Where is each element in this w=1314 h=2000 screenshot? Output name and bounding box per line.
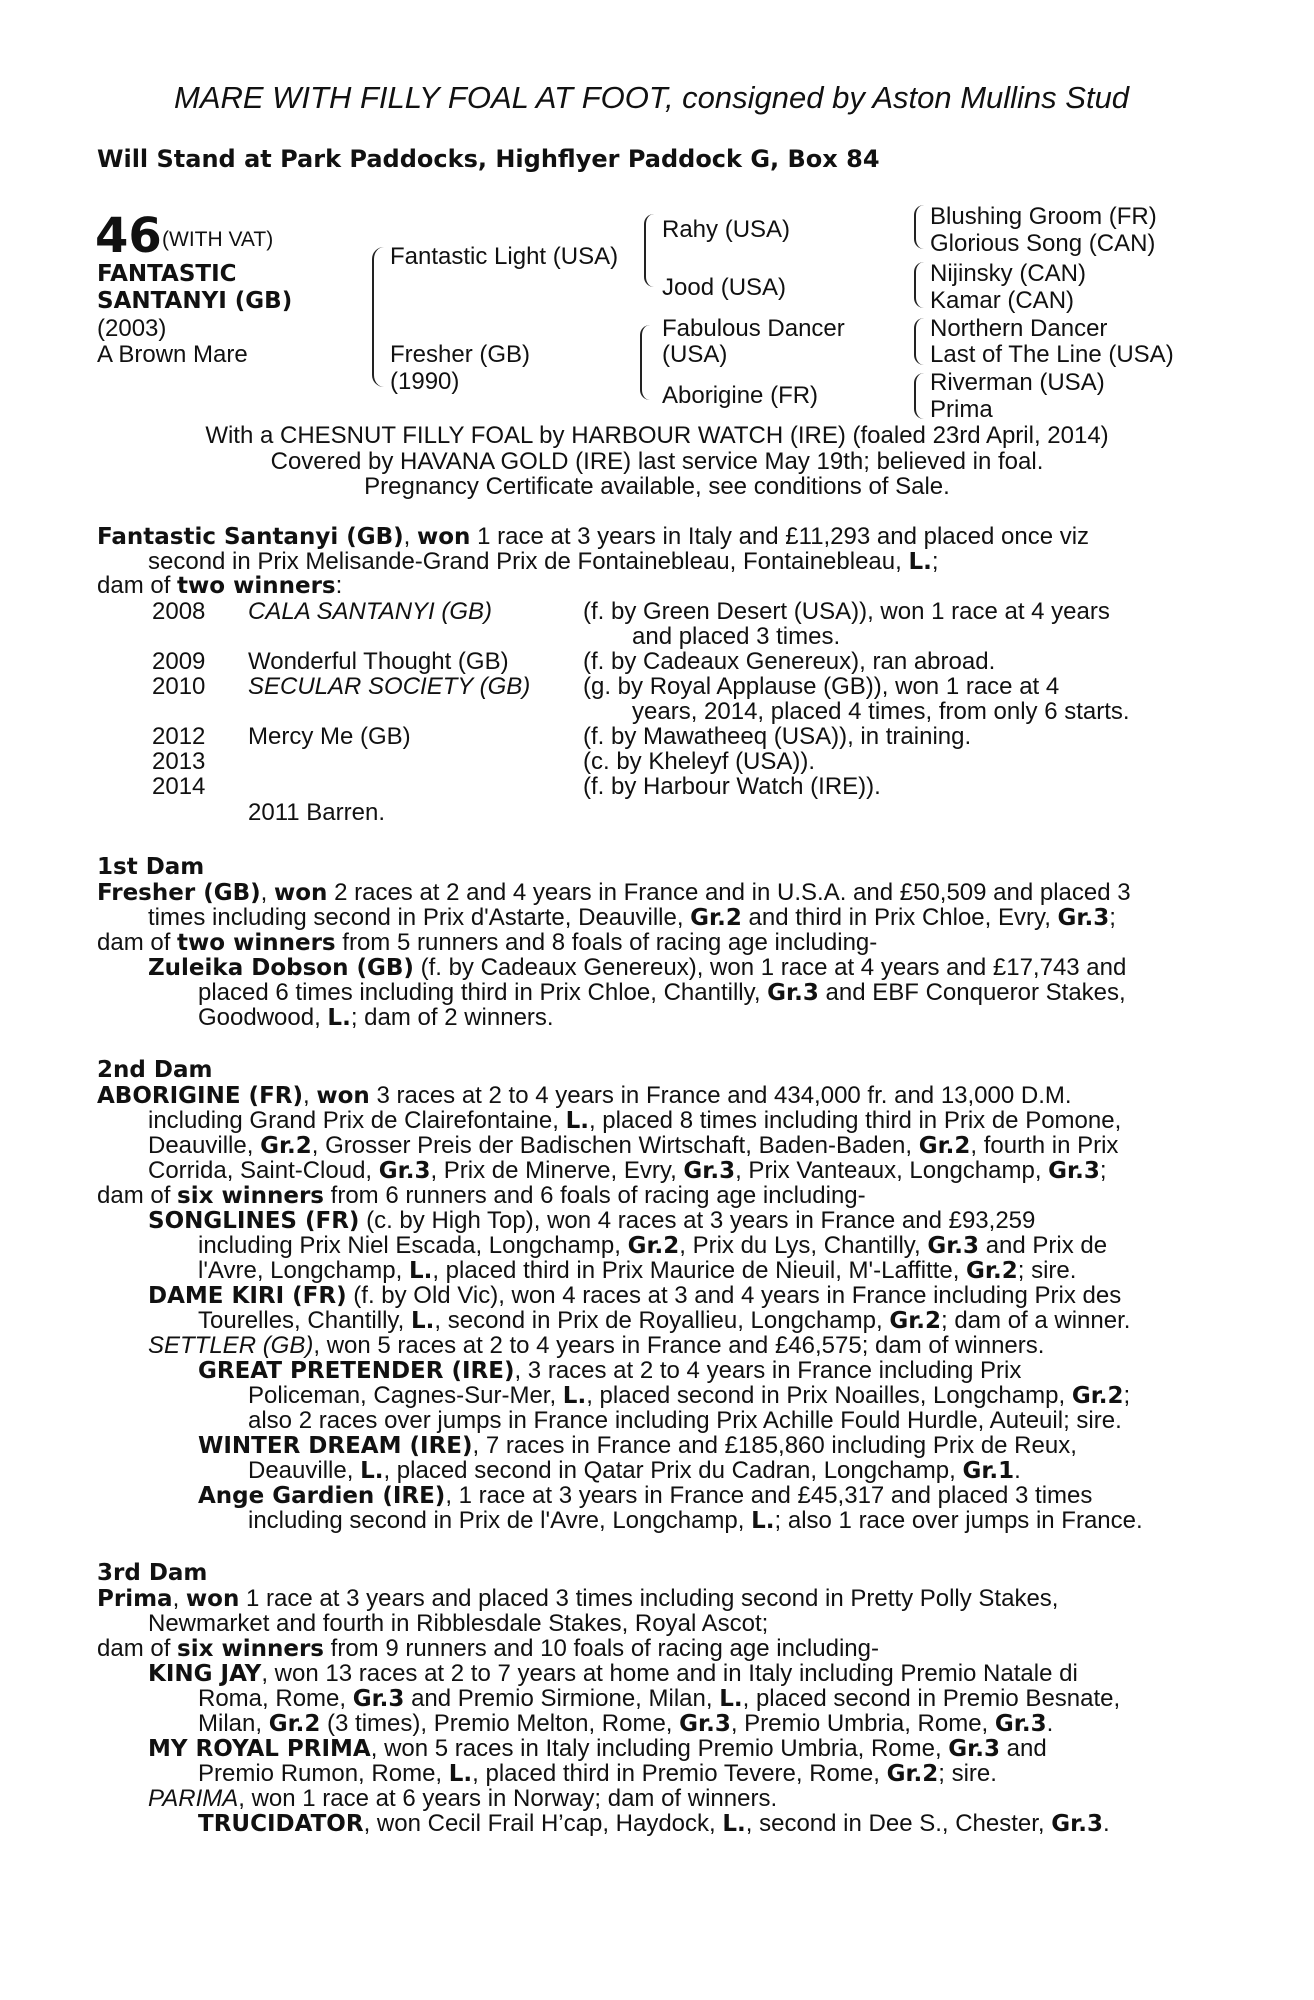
second-dam-line13: Policeman, Cagnes-Sur-Mer, L., placed second in Prix Noailles, Longchamp, Gr.2; [248, 1382, 1131, 1409]
second-dam-line15: WINTER DREAM (IRE), 7 races in France and £185,860 including Prix de Reux, [198, 1432, 1077, 1459]
third-dam-line6: Milan, Gr.2 (3 times), Premio Melton, Rome, Gr.3, Premio Umbria, Rome, Gr.3. [198, 1710, 1054, 1737]
second-dam-line11: SETTLER (GB), won 5 races at 2 to 4 years in France and £46,575; dam of winners. [148, 1332, 1045, 1359]
second-dam-line9: DAME KIRI (FR) (f. by Old Vic), won 4 races at 3 and 4 years in France including Prix des [148, 1282, 1122, 1309]
second-dam-line14: also 2 races over jumps in France including Prix Achille Fould Hurdle, Auteuil; sire. [248, 1407, 1122, 1434]
foal-note-line1: With a CHESNUT FILLY FOAL by HARBOUR WATCH (IRE) (foaled 23rd April, 2014) [205, 422, 1109, 449]
third-dam-line2: Newmarket and fourth in Ribblesdale Stakes, Royal Ascot; [148, 1610, 769, 1637]
pedigree-sire-sire: Rahy (USA) [662, 216, 791, 243]
first-dam-line5: placed 6 times including third in Prix Chloe, Chantilly, Gr.3 and EBF Conqueror Stakes, [198, 979, 1126, 1006]
foal-note-line3: Pregnancy Certificate available, see conditions of Sale. [364, 473, 950, 500]
third-dam-line4: KING JAY, won 13 races at 2 to 7 years at home and in Italy including Premio Natale di [148, 1660, 1078, 1687]
second-dam-line18: including second in Prix de l'Avre, Longchamp, L.; also 1 race over jumps in France. [248, 1507, 1143, 1534]
pedigree-brace-main [372, 247, 384, 387]
vat-note: (WITH VAT) [162, 228, 274, 251]
first-dam-line4: Zuleika Dobson (GB) (f. by Cadeaux Genereux), won 1 race at 4 years and £17,743 and [148, 954, 1127, 981]
second-dam-line4: Corrida, Saint-Cloud, Gr.3, Prix de Minerve, Evry, Gr.3, Prix Vanteaux, Longchamp, Gr.3; [148, 1157, 1107, 1184]
third-dam-line9: PARIMA, won 1 race at 6 years in Norway; dam of winners. [148, 1785, 778, 1812]
third-dam-heading: 3rd Dam [97, 1560, 208, 1586]
pedigree-sss: Blushing Groom (FR) [930, 203, 1157, 230]
second-dam-line1: ABORIGINE (FR), won 3 races at 2 to 4 years in France and 434,000 fr. and 13,000 D.M. [97, 1082, 1072, 1109]
foal-note-line2: Covered by HAVANA GOLD (IRE) last service May 19th; believed in foal. [270, 448, 1044, 475]
pedigree-ddd: Prima [930, 396, 993, 423]
second-dam-line2: including Grand Prix de Clairefontaine, L., placed 8 times including third in Prix de Pomone, [148, 1107, 1122, 1134]
lot-description: A Brown Mare [97, 341, 248, 368]
pedigree-brace-dd [914, 373, 924, 419]
second-dam-line16: Deauville, L., placed second in Qatar Prix du Cadran, Longchamp, Gr.1. [248, 1457, 1021, 1484]
produce-row: 2009 Wonderful Thought (GB) (f. by Cadeaux Genereux), ran abroad. [152, 648, 996, 675]
pedigree-ssd: Glorious Song (CAN) [930, 230, 1156, 257]
first-dam-line1: Fresher (GB), won 2 races at 2 and 4 years in France and in U.S.A. and £50,509 and placed 3 [97, 879, 1131, 906]
produce-dam-of: dam of two winners: [97, 572, 343, 599]
pedigree-sdd: Kamar (CAN) [930, 287, 1075, 314]
third-dam-line7: MY ROYAL PRIMA, won 5 races in Italy including Premio Umbria, Rome, Gr.3 and [148, 1735, 1047, 1762]
pedigree-brace-ss [914, 205, 924, 249]
pedigree-dss: Northern Dancer [930, 315, 1108, 342]
lot-year: (2003) [97, 315, 167, 342]
pedigree-dam-year: (1990) [390, 368, 460, 395]
third-dam-line1: Prima, won 1 race at 3 years and placed 3 times including second in Pretty Polly Stakes, [97, 1585, 1059, 1612]
second-dam-line3: Deauville, Gr.2, Grosser Preis der Badischen Wirtschaft, Baden-Baden, Gr.2, fourth in Prix [148, 1132, 1119, 1159]
pedigree-sire-dam: Jood (USA) [662, 274, 787, 301]
third-dam-line3: dam of six winners from 9 runners and 10 foals of racing age including- [97, 1635, 879, 1662]
second-dam-heading: 2nd Dam [97, 1057, 213, 1083]
pedigree-dds: Riverman (USA) [930, 369, 1105, 396]
produce-row-cont: years, 2014, placed 4 times, from only 6 starts. [632, 698, 1130, 725]
pedigree-dsd: Last of The Line (USA) [930, 341, 1174, 368]
third-dam-line5: Roma, Rome, Gr.3 and Premio Sirmione, Milan, L., placed second in Premio Besnate, [198, 1685, 1121, 1712]
first-dam-line3: dam of two winners from 5 runners and 8 foals of racing age including- [97, 929, 878, 956]
produce-row: 2014 (f. by Harbour Watch (IRE)). [152, 773, 881, 800]
second-dam-line7: including Prix Niel Escada, Longchamp, Gr.2, Prix du Lys, Chantilly, Gr.3 and Prix de [198, 1232, 1108, 1259]
pedigree-brace-sire [644, 214, 654, 287]
pedigree-dam-sire-line1: Fabulous Dancer [662, 315, 845, 342]
produce-row: 2010 SECULAR SOCIETY (GB) (g. by Royal Applause (GB)), won 1 race at 4 [152, 673, 1060, 700]
second-dam-line6: SONGLINES (FR) (c. by High Top), won 4 races at 3 years in France and £93,259 [148, 1207, 1036, 1234]
pedigree-sire: Fantastic Light (USA) [390, 243, 619, 270]
second-dam-line10: Tourelles, Chantilly, L., second in Prix de Royallieu, Longchamp, Gr.2; dam of a winner. [198, 1307, 1131, 1334]
pedigree-dam-dam: Aborigine (FR) [662, 382, 819, 409]
pedigree-brace-ds [914, 318, 924, 365]
consignment-heading: MARE WITH FILLY FOAL AT FOOT, consigned by Aston Mullins Stud [174, 80, 1130, 115]
stand-location: Will Stand at Park Paddocks, Highflyer Paddock G, Box 84 [97, 145, 880, 173]
third-dam-line8: Premio Rumon, Rome, L., placed third in Premio Tevere, Rome, Gr.2; sire. [198, 1760, 997, 1787]
lot-name-line1: FANTASTIC [97, 261, 237, 287]
produce-row: 2013 (c. by Kheleyf (USA)). [152, 748, 816, 775]
pedigree-dam: Fresher (GB) [390, 341, 531, 368]
produce-intro-line1: Fantastic Santanyi (GB), won 1 race at 3 years in Italy and £11,293 and placed once viz [97, 523, 1090, 550]
first-dam-line2: times including second in Prix d'Astarte, Deauville, Gr.2 and third in Prix Chloe, Evry, Gr.3; [148, 904, 1116, 931]
produce-row-cont: and placed 3 times. [632, 623, 841, 650]
second-dam-line17: Ange Gardien (IRE), 1 race at 3 years in France and £45,317 and placed 3 times [198, 1482, 1093, 1509]
second-dam-line5: dam of six winners from 6 runners and 6 foals of racing age including- [97, 1182, 866, 1209]
pedigree-sds: Nijinsky (CAN) [930, 260, 1086, 287]
lot-number: 46 [95, 208, 162, 264]
pedigree-brace-sd [914, 262, 924, 308]
second-dam-line12: GREAT PRETENDER (IRE), 3 races at 2 to 4 years in France including Prix [198, 1357, 1022, 1384]
produce-intro-line2: second in Prix Melisande-Grand Prix de Fontainebleau, Fontainebleau, L.; [148, 548, 939, 575]
pedigree-brace-dam [640, 325, 650, 400]
lot-name-line2: SANTANYI (GB) [97, 288, 293, 314]
first-dam-line6: Goodwood, L.; dam of 2 winners. [198, 1004, 554, 1031]
third-dam-line10: TRUCIDATOR, won Cecil Frail H’cap, Haydock, L., second in Dee S., Chester, Gr.3. [198, 1810, 1110, 1837]
second-dam-line8: l'Avre, Longchamp, L., placed third in Prix Maurice de Nieuil, M'-Laffitte, Gr.2; sire. [198, 1257, 1077, 1284]
produce-row: 2008 CALA SANTANYI (GB) (f. by Green Desert (USA)), won 1 race at 4 years [152, 598, 1110, 625]
produce-row: 2012 Mercy Me (GB) (f. by Mawatheeq (USA)), in training. [152, 723, 972, 750]
pedigree-dam-sire-line2: (USA) [662, 341, 728, 368]
produce-barren: 2011 Barren. [248, 799, 385, 826]
first-dam-heading: 1st Dam [97, 854, 205, 880]
